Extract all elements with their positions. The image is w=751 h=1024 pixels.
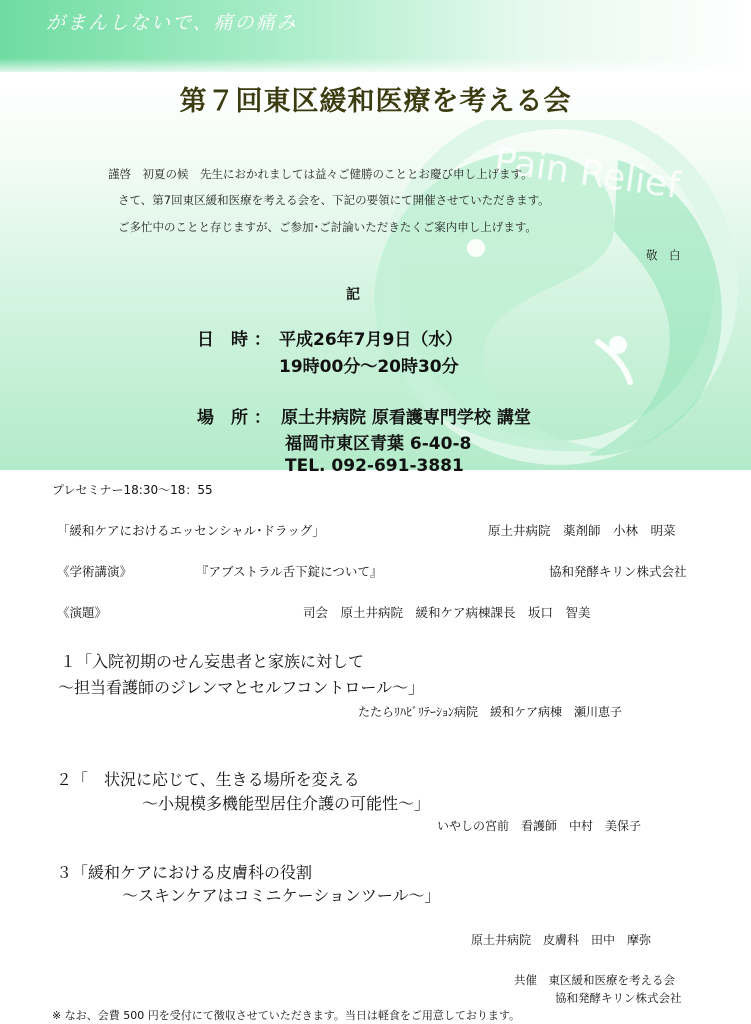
greeting-closing: 敬 白 bbox=[646, 248, 681, 262]
date-value: 平成26年7月9日（水） bbox=[279, 330, 463, 350]
address: 福岡市東区青葉 6-40-8 bbox=[285, 434, 472, 454]
date-label: 日 時 ： bbox=[197, 330, 271, 350]
talk-1-subtitle: ～担当看護師のジレンマとセルフコントロール～」 bbox=[58, 678, 425, 697]
greeting-line-1: 謹啓 初夏の候 先生におかれましては益々ご健勝のこととお慶び申し上げます。 bbox=[108, 167, 533, 181]
preseminar-title: 「緩和ケアにおけるエッセンシャル･ドラッグ」 bbox=[57, 523, 325, 538]
talk-3-speaker: 原土井病院 皮膚科 田中 摩弥 bbox=[471, 933, 652, 947]
preseminar-time: プレセミナー18:30～18：55 bbox=[52, 483, 213, 497]
cohost: 共催 東区緩和医療を考える会 bbox=[514, 973, 675, 987]
academic-title: 『アブストラル舌下錠について』 bbox=[196, 564, 383, 579]
main-title: 第７回東区緩和医療を考える会 bbox=[179, 86, 572, 117]
place-label: 場 所 ： bbox=[197, 408, 271, 428]
tel: TEL. 092-691-3881 bbox=[285, 456, 464, 476]
greeting-line-3: ご多忙中のことと存じますが、ご参加･ご討論いただきたくご案内申し上げます。 bbox=[118, 220, 537, 234]
greeting-line-2: さて、第7回東区緩和医療を考える会を、下記の要領にて開催させていただきます。 bbox=[118, 193, 550, 207]
footer-note: ※ なお、会費 500 円を受付にて徴収させていただきます。当日は軽食をご用意しております。 bbox=[52, 1009, 520, 1022]
academic-company: 協和発酵キリン株式会社 bbox=[549, 564, 687, 579]
academic-label: 《学術講演》 bbox=[57, 564, 133, 579]
talk-3-title: ３「緩和ケアにおける皮膚科の役割 bbox=[56, 863, 313, 882]
talks-label: 《演題》 bbox=[57, 605, 108, 620]
talk-1-speaker: たたらﾘﾊﾋﾞﾘﾃｰｼｮﾝ病院 緩和ケア病棟 瀬川恵子 bbox=[358, 705, 623, 719]
chair: 司会 原土井病院 緩和ケア病棟課長 坂口 智美 bbox=[303, 605, 591, 620]
talk-3-subtitle: ～スキンケアはコミニケーションツール～」 bbox=[122, 886, 441, 905]
logo-text: Pain Relief bbox=[491, 140, 683, 207]
tagline: がまんしないで、痛の痛み bbox=[46, 12, 298, 34]
talk-1-title: １「入院初期のせん妄患者と家族に対して bbox=[60, 652, 365, 671]
place-value: 原土井病院 原看護専門学校 講堂 bbox=[281, 408, 531, 428]
ki-heading: 記 bbox=[346, 287, 360, 303]
talk-2-title: ２「 状況に応じて、生きる場所を変える bbox=[56, 770, 360, 789]
header-band-fade bbox=[0, 58, 751, 76]
time-value: 19時00分～20時30分 bbox=[279, 357, 459, 377]
cohost-company: 協和発酵キリン株式会社 bbox=[555, 991, 682, 1005]
talk-2-speaker: いやしの宮前 看護師 中村 美保子 bbox=[437, 819, 642, 833]
talk-2-subtitle: ～小規模多機能型居住介護の可能性～」 bbox=[142, 794, 431, 813]
preseminar-speaker: 原土井病院 薬剤師 小林 明菜 bbox=[488, 523, 676, 538]
